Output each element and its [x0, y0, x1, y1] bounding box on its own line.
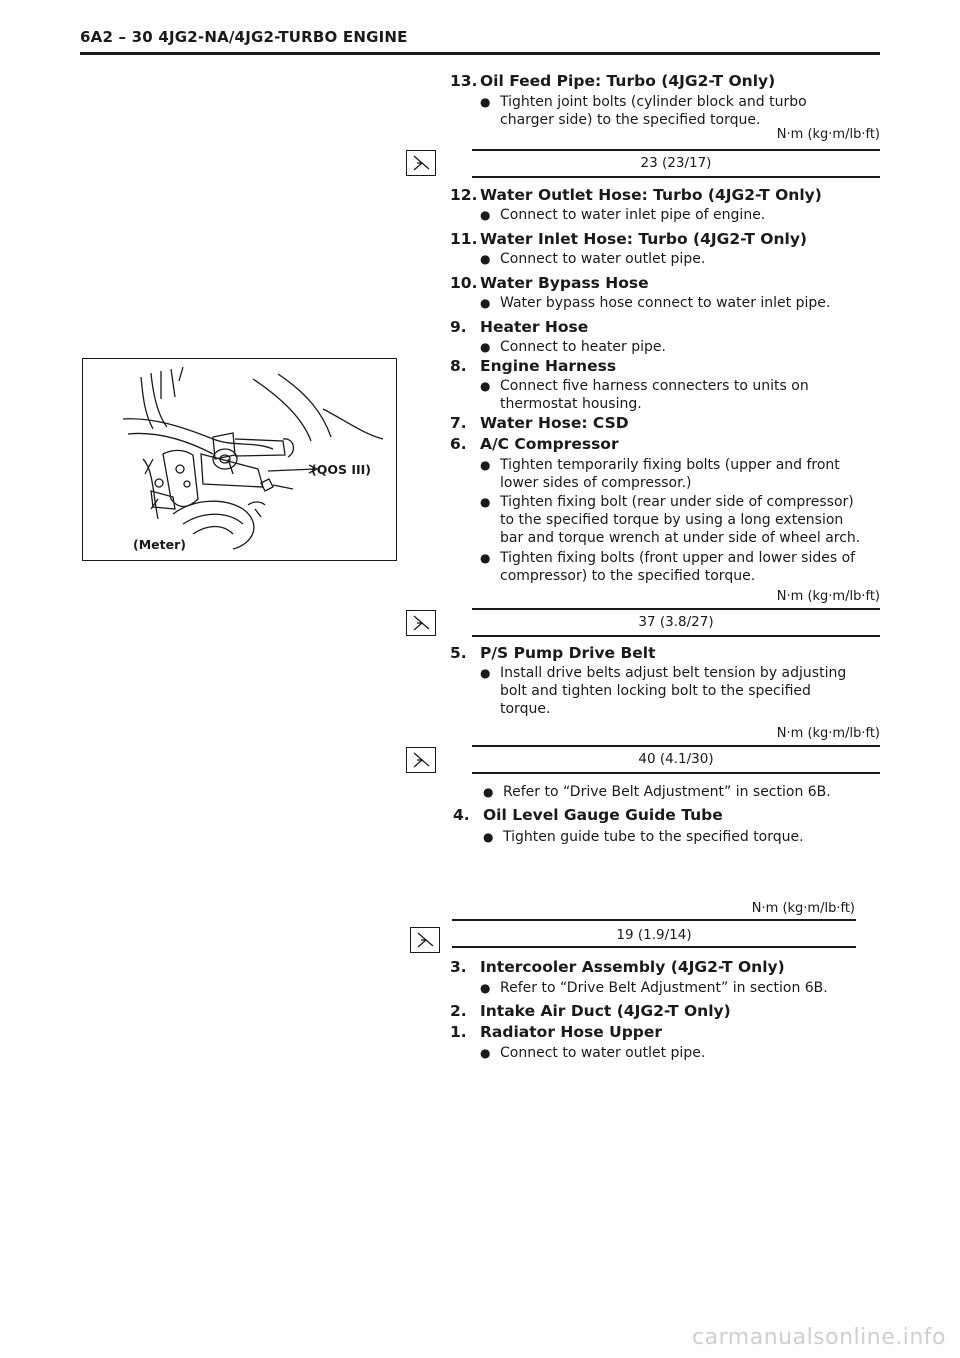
- bullet-dot-icon: ●: [480, 296, 491, 310]
- bullet-item: ● Install drive belts adjust belt tension by adjusting bolt and tighten locking bolt to the specified torque.: [480, 665, 847, 717]
- torque-value: 40 (4.1/30): [638, 751, 714, 767]
- step-5: 5. P/S Pump Drive Belt: [450, 644, 656, 662]
- bullet-item: ● Tighten fixing bolt (rear under side of compressor) to the specified torque by using a long extension bar and torque wrench at under side of wheel arch.: [480, 494, 861, 546]
- bullet-item: ● Tighten temporarily fixing bolts (upper and front lower sides of compressor.): [480, 457, 840, 491]
- torque-wrench-icon: [406, 150, 436, 176]
- bullet-dot-icon: ●: [480, 666, 491, 680]
- step-10: 10. Water Bypass Hose: [450, 274, 649, 292]
- step-8: 8. Engine Harness: [450, 357, 617, 375]
- torque-unit: N·m (kg·m/lb·ft): [776, 726, 880, 741]
- step-12: 12. Water Outlet Hose: Turbo (4JG2-T Only): [450, 186, 822, 204]
- bullet-item: ● Connect to heater pipe.: [480, 339, 666, 355]
- bullet-item: ● Water bypass hose connect to water inlet pipe.: [480, 295, 831, 311]
- figure-label-qos: (QOS III): [311, 462, 371, 477]
- step-1: 1. Radiator Hose Upper: [450, 1023, 663, 1041]
- torque-unit: N·m (kg·m/lb·ft): [751, 901, 855, 916]
- bullet-dot-icon: ●: [480, 95, 491, 109]
- step-7: 7. Water Hose: CSD: [450, 414, 629, 432]
- step-13: [450, 72, 775, 90]
- step-6: 6. A/C Compressor: [450, 435, 619, 453]
- torque-table: [472, 149, 880, 179]
- torque-value: 23 (23/17): [640, 155, 712, 171]
- bullet-dot-icon: ●: [480, 495, 491, 509]
- torque-table: [472, 745, 880, 775]
- bullet-dot-icon: ●: [480, 252, 491, 266]
- bullet-item: ● Connect to water inlet pipe of engine.: [480, 207, 766, 223]
- bullet-item: ● Refer to “Drive Belt Adjustment” in section 6B.: [483, 784, 831, 800]
- bullet-item: ● Connect to water outlet pipe.: [480, 251, 706, 267]
- step-title: Oil Feed Pipe: Turbo (4JG2-T Only): [480, 72, 776, 90]
- step-9: 9. Heater Hose: [450, 318, 589, 336]
- torque-wrench-icon: [406, 610, 436, 636]
- bullet-item: ● Connect five harness connecters to units on thermostat housing.: [480, 378, 809, 412]
- bullet-dot-icon: ●: [480, 458, 491, 472]
- torque-wrench-icon: [406, 747, 436, 773]
- torque-wrench-icon: [410, 927, 440, 953]
- bullet-dot-icon: ●: [483, 830, 494, 844]
- bullet-item: ● Tighten fixing bolts (front upper and lower sides of compressor) to the specified torque.: [480, 550, 856, 584]
- step-number: 13.: [450, 72, 478, 90]
- torque-value: 19 (1.9/14): [616, 927, 692, 943]
- torque-table: [472, 608, 880, 638]
- bullet-dot-icon: ●: [483, 785, 494, 799]
- torque-table: [452, 919, 856, 949]
- engine-illustration: [82, 358, 397, 561]
- bullet-item: ● Tighten joint bolts (cylinder block and turbo charger side) to the specified torque.: [480, 94, 807, 128]
- engine-drawing: [83, 359, 396, 560]
- bullet-dot-icon: ●: [480, 340, 491, 354]
- torque-unit: N·m (kg·m/lb·ft): [776, 127, 880, 142]
- watermark: carmanualsonline.info: [692, 1325, 946, 1350]
- bullet-dot-icon: ●: [480, 981, 491, 995]
- bullet-dot-icon: ●: [480, 379, 491, 393]
- step-4: 4. Oil Level Gauge Guide Tube: [453, 806, 723, 824]
- bullet-dot-icon: ●: [480, 208, 491, 222]
- torque-value: 37 (3.8/27): [638, 614, 714, 630]
- bullet-dot-icon: ●: [480, 1046, 491, 1060]
- page-title: 6A2 – 30 4JG2-NA/4JG2-TURBO ENGINE: [80, 28, 408, 46]
- bullet-item: ● Refer to “Drive Belt Adjustment” in section 6B.: [480, 980, 828, 996]
- bullet-item: ● Tighten guide tube to the specified torque.: [483, 829, 804, 845]
- figure-label-meter: (Meter): [133, 537, 186, 552]
- step-3: 3. Intercooler Assembly (4JG2-T Only): [450, 958, 785, 976]
- torque-unit: N·m (kg·m/lb·ft): [776, 589, 880, 604]
- page-header: [80, 26, 880, 55]
- bullet-item: ● Connect to water outlet pipe.: [480, 1045, 706, 1061]
- step-11: 11. Water Inlet Hose: Turbo (4JG2-T Only): [450, 230, 808, 248]
- step-2: 2. Intake Air Duct (4JG2-T Only): [450, 1002, 731, 1020]
- bullet-dot-icon: ●: [480, 551, 491, 565]
